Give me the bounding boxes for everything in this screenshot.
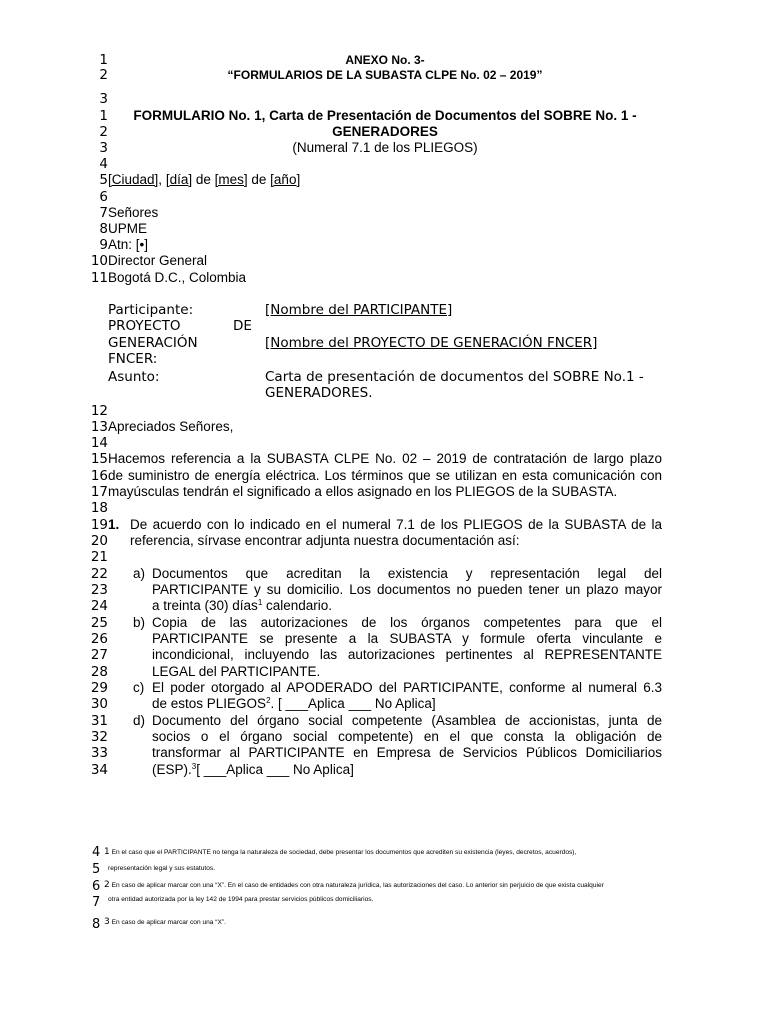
sub-item-d-line: socios o el órgano social competente) en el que consta la obligación de [152, 729, 662, 744]
sub-item-d-text: (ESP). [152, 762, 192, 777]
line-number: 25 [90, 615, 108, 631]
recipient-line: Director General [108, 253, 208, 268]
item1-line: De acuerdo con lo indicado en el numeral 7.1 de los PLIEGOS de la SUBASTA de la [130, 517, 662, 532]
footnote-line-number: 5 [92, 862, 101, 877]
footnote-line-number: 4 [92, 845, 101, 860]
line-number: 33 [90, 745, 108, 761]
project-label-1: PROYECTO [108, 318, 181, 334]
line-number: 26 [90, 631, 108, 647]
footnote-ref: 2 [266, 696, 271, 705]
footnote-1 [104, 846, 660, 859]
sub-item-label: c) [133, 680, 145, 695]
sub-item-b-line: PARTICIPANTE se presente a la SUBASTA y formule oferta vinculante e [152, 631, 662, 646]
sub-item-b-line: Copia de las autorizaciones de los órganos competentes para que el [152, 615, 662, 630]
sub-item-a-text: a treinta (30) días [152, 598, 258, 613]
line-number: 9 [99, 237, 108, 253]
line-number: 14 [90, 435, 108, 451]
line-number: 6 [99, 189, 108, 205]
line-number: 20 [90, 533, 108, 549]
date-line [108, 172, 300, 188]
date-separator: de [247, 172, 271, 187]
month-placeholder: [mes] [214, 172, 248, 187]
line-number: 27 [90, 647, 108, 663]
sub-item-a-text: calendario. [262, 598, 333, 613]
line-number: 2 [99, 67, 108, 83]
line-number: 28 [90, 664, 108, 680]
sub-item-d-line: transformar al PARTICIPANTE en Empresa de Servicios Públicos Domiciliarios [152, 745, 662, 760]
intro-line: mayúsculas tendrán el significado a ellos asignado en los PLIEGOS de la SUBASTA. [108, 484, 618, 499]
subject-label: Asunto: [108, 369, 160, 385]
sub-item-b-line: LEGAL del PARTICIPANTE. [152, 664, 321, 679]
line-number: 23 [90, 582, 108, 598]
line-number: 17 [90, 484, 108, 500]
sub-item-label: d) [133, 713, 146, 728]
footnote-2-cont: otra entidad autorizada por la ley 142 de 1994 para prestar servicios públicos domiciliarios. [108, 896, 374, 903]
footnote-ref: 3 [191, 762, 197, 771]
participant-label: Participante: [108, 302, 194, 318]
intro-line: de suministro de energía eléctrica. Los términos que se utilizan en esta comunicación con [108, 468, 662, 483]
line-number: 21 [90, 549, 108, 565]
project-placeholder: [Nombre del PROYECTO DE GENERACIÓN FNCER] [265, 335, 598, 351]
salutation: Apreciados Señores, [108, 419, 234, 434]
project-label-2: GENERACIÓN [108, 335, 198, 351]
line-number: 18 [90, 500, 108, 516]
form-subtitle: (Numeral 7.1 de los PLIEGOS) [292, 140, 478, 155]
subject-value-2: GENERADORES. [265, 385, 373, 401]
footnote-text: En el caso que el PARTICIPANTE no tenga la naturaleza de sociedad, debe presentar los documentos que acrediten su existencia (leyes, decretos, acuerdos), [111, 849, 577, 856]
sub-item-d-line [152, 762, 354, 778]
footnote-marker: 2 [104, 880, 110, 890]
subject-value-1: Carta de presentación de documentos del SOBRE No.1 - [265, 369, 644, 385]
footnote-line-number: 8 [92, 917, 101, 932]
item1-line: referencia, sírvase encontrar adjunta nuestra documentación así: [130, 533, 520, 548]
footnote-1-cont: representación legal y sus estatutos. [108, 865, 216, 872]
line-number: 30 [90, 696, 108, 712]
recipient-line: Atn: [•] [108, 237, 148, 252]
line-number: 3 [99, 140, 108, 156]
annex-title: ANEXO No. 3- [345, 53, 425, 67]
year-placeholder: [año] [270, 172, 301, 187]
recipient-line: UPME [108, 221, 148, 236]
line-number: 1 [99, 108, 108, 124]
footnote-2 [104, 879, 660, 892]
line-number: 32 [90, 729, 108, 745]
footnote-text: En caso de aplicar marcar con una “X”. En el caso de entidades con otra naturaleza jurídica, las autorizaciones del caso. Lo anterior sin perjuicio de que exista cualquier [111, 882, 604, 889]
line-number: 10 [90, 253, 108, 269]
footnote-marker: 3 [104, 917, 110, 927]
participant-value [265, 302, 452, 318]
forms-title: “FORMULARIOS DE LA SUBASTA CLPE No. 02 – 2019” [227, 68, 543, 82]
line-number: 34 [90, 762, 108, 778]
sub-item-d-line: Documento del órgano social competente (Asamblea de accionistas, junta de [152, 713, 662, 728]
sub-item-c-text: . [ ___Aplica ___ No Aplica] [270, 696, 436, 711]
footnote-marker: 1 [104, 847, 110, 857]
sub-item-a-line: Documentos que acreditan la existencia y representación legal del [152, 566, 662, 581]
recipient-line: Señores [108, 205, 159, 220]
line-number: 22 [90, 566, 108, 582]
footnote-ref: 1 [257, 598, 263, 607]
line-number: 1 [99, 52, 108, 68]
line-number: 31 [90, 713, 108, 729]
footnote-text: En caso de aplicar marcar con una “X”. [111, 919, 226, 926]
sub-item-c-line [152, 696, 436, 712]
item-number: 1. [108, 517, 120, 532]
city-placeholder: [Ciudad] [108, 172, 159, 187]
line-number: 3 [99, 91, 108, 107]
date-separator: , [158, 172, 166, 187]
footnote-3 [104, 916, 660, 929]
sub-item-label: a) [133, 566, 146, 581]
sub-item-label: b) [133, 615, 146, 630]
project-label-3: FNCER: [108, 351, 158, 367]
line-number: 12 [90, 403, 108, 419]
line-number: 8 [99, 221, 108, 237]
sub-item-b-line: incondicional, incluyendo las autorizaciones pertinentes al REPRESENTANTE [152, 647, 662, 662]
participant-placeholder: [Nombre del PARTICIPANTE] [265, 302, 453, 318]
line-number: 5 [99, 172, 108, 188]
line-number: 11 [90, 270, 108, 286]
line-number: 15 [90, 451, 108, 467]
footnote-line-number: 7 [92, 895, 101, 910]
line-number: 2 [99, 124, 108, 140]
form-title-line1: FORMULARIO No. 1, Carta de Presentación de Documentos del SOBRE No. 1 - [133, 108, 637, 123]
project-label-de: DE [233, 318, 252, 334]
sub-item-a-line [152, 598, 332, 614]
sub-item-c-line: El poder otorgado al APODERADO del PARTICIPANTE, conforme al numeral 6.3 [152, 680, 662, 695]
day-placeholder: [día] [165, 172, 193, 187]
project-value [265, 335, 597, 351]
intro-line: Hacemos referencia a la SUBASTA CLPE No. 02 – 2019 de contratación de largo plazo [108, 451, 662, 466]
line-number: 13 [90, 419, 108, 435]
line-number: 4 [99, 156, 108, 172]
line-number: 16 [90, 468, 108, 484]
line-number: 29 [90, 680, 108, 696]
sub-item-c-text: de estos PLIEGOS [152, 696, 267, 711]
line-number: 7 [99, 205, 108, 221]
date-separator: de [192, 172, 215, 187]
line-number: 19 [90, 517, 108, 533]
line-number: 24 [90, 598, 108, 614]
sub-item-a-line: PARTICIPANTE y su domicilio. Los documentos no pueden tener un plazo mayor [152, 582, 662, 597]
form-title-line2: GENERADORES [332, 124, 438, 139]
recipient-line: Bogotá D.C., Colombia [108, 270, 247, 285]
footnote-line-number: 6 [92, 879, 101, 894]
sub-item-d-text: [ ___Aplica ___ No Aplica] [196, 762, 354, 777]
